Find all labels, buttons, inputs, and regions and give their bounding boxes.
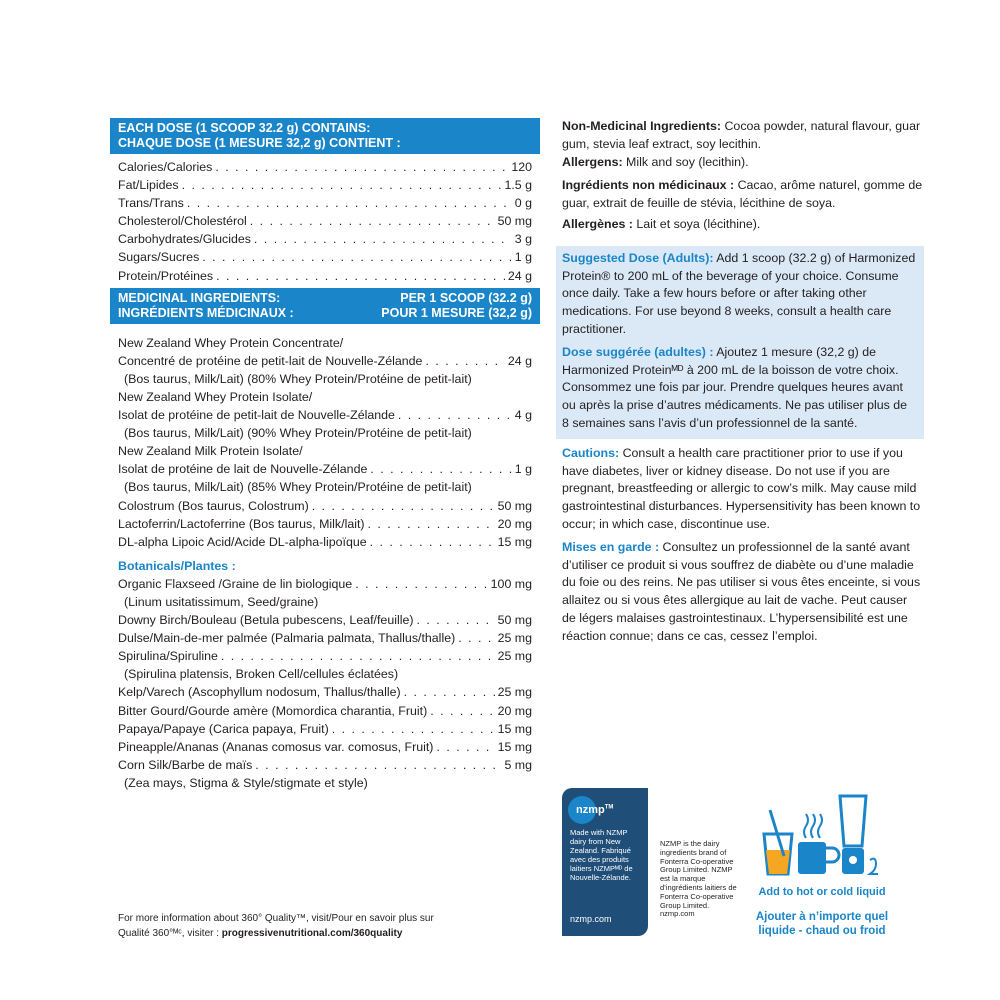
medicinal-ingredients-list [110,324,540,551]
ingredient-row [118,424,532,442]
ingredient-label: Concentré de protéine de petit-lait de Nouvelle-Zélande [118,353,423,368]
ingredient-row [118,194,532,212]
ingredient-row [118,230,532,248]
nzmp-tm: TM [604,804,614,811]
leader-dots [430,702,494,720]
ingredient-label: (Zea mays, Stigma & Style/stigmate et style) [124,775,368,790]
leader-dots [332,720,495,738]
dose-fr-label: Dose suggérée (adultes) : [562,344,714,359]
nmi-fr-label: Ingrédients non médicinaux : [562,178,735,193]
ingredient-amount: 0 g [514,196,532,211]
dose-header-bar [110,118,540,154]
ingredient-label: Trans/Trans [118,196,184,211]
ingredient-label: Pineapple/Ananas (Ananas comosus var. comosus, Fruit) [118,739,434,754]
ingredient-label: (Bos taurus, Milk/Lait) (80% Whey Protein/Protéine de petit-lait) [124,371,472,386]
ingredient-label: Calories/Calories [118,160,213,174]
ingredient-label: Corn Silk/Barbe de maïs [118,757,253,772]
ingredient-label: Carbohydrates/Glucides [118,232,251,247]
ingredient-row [118,629,532,647]
nmi-fr [562,177,924,213]
leader-dots [182,176,502,194]
ingredient-amount: 25 mg [497,631,532,646]
ingredient-row [118,533,532,551]
ingredient-row [118,774,532,792]
dose-header-en: EACH DOSE (1 SCOOP 32.2 g) CONTAINS: [118,121,371,135]
per-scoop-en: PER 1 SCOOP (32.2 g) [400,290,532,305]
nmi-en [562,118,924,154]
cautions-en-text: Consult a health care practitioner prior to use if you have diabetes, liver or kidney disease. Do not use if you are pregnant, breastfeeding or allergic to cow’s milk. May cause mild gastrointestinal disturbances. Hypersensitivity has been known to occur; in which case, discontinue use. [562,445,921,531]
ingredient-label: Kelp/Varech (Ascophyllum nodosum, Thallus/thalle) [118,685,401,700]
ingredient-amount: 20 mg [497,516,532,531]
leader-dots [187,194,512,212]
ingredient-row [118,460,532,478]
ingredient-label: New Zealand Milk Protein Isolate/ [118,444,303,459]
leader-dots [404,683,495,701]
ingredient-row [118,334,532,352]
ingredient-row [118,370,532,388]
ingredient-label: New Zealand Whey Protein Isolate/ [118,389,313,404]
cautions-en-label: Cautions: [562,445,620,460]
ingredient-row [118,593,532,611]
footnote-line1: For more information about 360° Quality™, visit/Pour en savoir plus sur [118,913,434,924]
ingredient-row [118,388,532,406]
dose-header-fr: CHAQUE DOSE (1 MESURE 32,2 g) CONTIENT : [118,136,401,150]
ingredient-amount: 5 mg [504,757,532,772]
ingredient-amount: 24 g [507,353,532,368]
ingredient-row [118,702,532,720]
ingredient-label: DL-alpha Lipoic Acid/Acide DL-alpha-lipoïque [118,534,367,549]
ingredient-row [118,406,532,424]
ingredient-label: (Linum usitatissimum, Seed/graine) [124,594,319,609]
ingredient-amount: 1 g [514,462,532,477]
leader-dots [355,575,487,593]
leader-dots [458,629,494,647]
cautions-en [562,445,924,534]
right-column [562,118,924,646]
dose-en-label: Suggested Dose (Adults): [562,250,714,265]
allergens-fr-label: Allergènes : [562,216,633,231]
dose-fr-text: Ajoutez 1 mesure (32,2 g) de Harmonized Proteinᴹᴰ à 200 mL de la boisson de votre choix. Consommez une fois par jour. Prendre quelques heures avant ou après la prise d’autres médicaments. Ne pas utiliser plus de 8 semaines sans l’avis d’un professionnel de la santé. [562,344,908,430]
allergens-fr [562,216,924,234]
leader-dots [425,352,504,370]
nzmp-tagline: Made with NZMP dairy from New Zealand. Fabriqué avec des produits laitiers NZMPᴹᴰ de Nouvelle-Zélande. [570,828,633,882]
ingredient-amount: 120 [511,160,532,174]
dose-en-text: Add 1 scoop (32.2 g) of Harmonized Protein® to 200 mL of the beverage of your choice. Consume once daily. Take a few hours before or after taking other medications. For use beyond 8 weeks, consult a health care practitioner. [562,250,916,336]
ingredient-row [118,756,532,774]
medicinal-header-fr: INGRÉDIENTS MÉDICINAUX : [118,305,294,320]
mug-icon [798,814,839,874]
nzmp-description: NZMP is the dairy ingredients brand of Fonterra Co-operative Group Limited. NZMP est la marque d’ingrédients laitiers de Fonterra Co-operative Group Limited. nzmp.com [660,839,737,919]
ingredient-amount: 1.5 g [504,178,532,193]
ingredient-amount: 20 mg [497,703,532,718]
allergens-en-label: Allergens: [562,154,623,169]
leader-dots [216,267,505,285]
footnote-line2: Qualité 360°ᴹᶜ, visiter : [118,928,222,939]
ingredient-amount: 50 mg [497,613,532,628]
ingredient-row [118,352,532,370]
footnote-url: progressivenutritional.com/360quality [221,928,403,939]
cautions-fr [562,539,924,646]
ingredient-label: Bitter Gourd/Gourde amère (Momordica charantia, Fruit) [118,703,428,718]
ingredient-label: Dulse/Main-de-mer palmée (Palmaria palmata, Thallus/thalle) [118,631,456,646]
ingredient-row [118,683,532,701]
ingredient-amount: 50 mg [497,214,532,229]
ingredient-label: Protein/Protéines [118,268,214,283]
ingredient-row [118,665,532,683]
ingredient-label: Isolat de protéine de lait de Nouvelle-Zélande [118,462,368,477]
ingredient-label: Fat/Lipides [118,178,179,193]
mix-label-fr: Ajouter à n’importe quel liquide - chaud ou froid [755,911,889,937]
allergens-en [562,154,924,172]
leader-dots [250,212,495,230]
nmi-en-label: Non-Medicinal Ingredients: [562,119,722,133]
nzmp-brand: nzmp [576,804,605,816]
ingredient-row [118,158,532,176]
ingredient-row [118,248,532,266]
ingredient-row [118,212,532,230]
ingredient-amount: 15 mg [497,721,532,736]
ingredient-amount: 15 mg [497,739,532,754]
mix-label-en: Add to hot or cold liquid [758,886,886,898]
botanicals-title: Botanicals/Plantes : [118,558,236,573]
ingredient-row [118,267,532,285]
ingredient-amount: 100 mg [490,576,532,591]
ingredient-label: Colostrum (Bos taurus, Colostrum) [118,498,309,513]
ingredient-amount: 50 mg [497,498,532,513]
cautions-fr-text: Consultez un professionnel de la santé avant d’utiliser ce produit si vous souffrez de diabète ou d’une maladie du foie ou des reins. Ne pas utiliser si vous êtes enceinte, si vous allaitez ou si vous êtes allergique au lait de vache. Peut causer de légers malaises gastrointestinaux. L’hypersensibilité est une réaction connue; dans ce cas, cessez l’emploi. [562,539,921,643]
ingredient-row [118,611,532,629]
ingredient-amount: 25 mg [497,649,532,664]
blender-icon [840,796,878,874]
leader-dots [436,738,494,756]
leader-dots [312,497,495,515]
ingredient-label: Lactoferrin/Lactoferrine (Bos taurus, Milk/lait) [118,516,365,531]
ingredient-amount: 4 g [514,408,532,423]
ingredient-row [118,720,532,738]
leader-dots [254,230,512,248]
leader-dots [370,533,495,551]
ingredient-row [118,442,532,460]
medicinal-header-en: MEDICINAL INGREDIENTS: [118,290,281,305]
ingredient-row [118,515,532,533]
leader-dots [255,756,501,774]
mixing-icons [758,790,888,882]
ingredient-row [118,176,532,194]
ingredient-label: (Bos taurus, Milk/Lait) (85% Whey Protein/Protéine de petit-lait) [124,480,472,495]
allergens-en-text: Milk and soy (lecithin). [622,154,749,169]
dose-fr [562,344,916,433]
ingredient-label: (Spirulina platensis, Broken Cell/cellules éclatées) [124,667,399,682]
ingredient-row [118,478,532,496]
suggested-dose-box [556,246,924,439]
ingredient-row [118,738,532,756]
cup-icon [764,810,792,874]
ingredient-amount: 15 mg [497,534,532,549]
ingredient-label: Cholesterol/Cholestérol [118,214,247,229]
dose-en [562,250,916,339]
cautions-fr-label: Mises en garde : [562,539,660,554]
left-column [110,118,540,792]
leader-dots [398,406,512,424]
nmi-en-text: Cocoa powder, natural flavour, guar gum, stevia leaf extract, soy lecithin. [562,119,921,151]
nzmp-logo-block [562,788,648,936]
ingredient-amount: 25 mg [497,685,532,700]
leader-dots [416,611,494,629]
nutrition-list [110,154,540,285]
nmi-fr-text: Cacao, arôme naturel, gomme de guar, extrait de feuille de stévia, lécithine de soya. [562,178,923,211]
nzmp-url: nzmp.com [570,914,612,924]
leader-dots [202,248,512,266]
ingredient-amount: 24 g [507,268,532,283]
footnote [118,911,478,941]
leader-dots [368,515,495,533]
leader-dots [215,158,508,176]
ingredient-label: New Zealand Whey Protein Concentrate/ [118,335,344,350]
medicinal-header-bar [110,288,540,324]
botanicals-list [110,575,540,792]
ingredient-row [118,647,532,665]
ingredient-label: Downy Birch/Bouleau (Betula pubescens, Leaf/feuille) [118,613,414,628]
allergens-fr-text: Lait et soya (lécithine). [632,216,761,231]
per-scoop-fr: POUR 1 MESURE (32,2 g) [381,305,532,320]
ingredient-label: Organic Flaxseed /Graine de lin biologique [118,576,353,591]
ingredient-row [118,497,532,515]
ingredient-amount: 1 g [514,250,532,265]
ingredient-amount: 3 g [514,232,532,247]
ingredient-label: Sugars/Sucres [118,250,200,265]
ingredient-label: Papaya/Papaye (Carica papaya, Fruit) [118,721,329,736]
ingredient-row [118,575,532,593]
ingredient-label: Spirulina/Spiruline [118,649,218,664]
ingredient-label: Isolat de protéine de petit-lait de Nouvelle-Zélande [118,408,395,423]
leader-dots [221,647,495,665]
leader-dots [370,460,511,478]
ingredient-label: (Bos taurus, Milk/Lait) (90% Whey Protein/Protéine de petit-lait) [124,426,472,441]
